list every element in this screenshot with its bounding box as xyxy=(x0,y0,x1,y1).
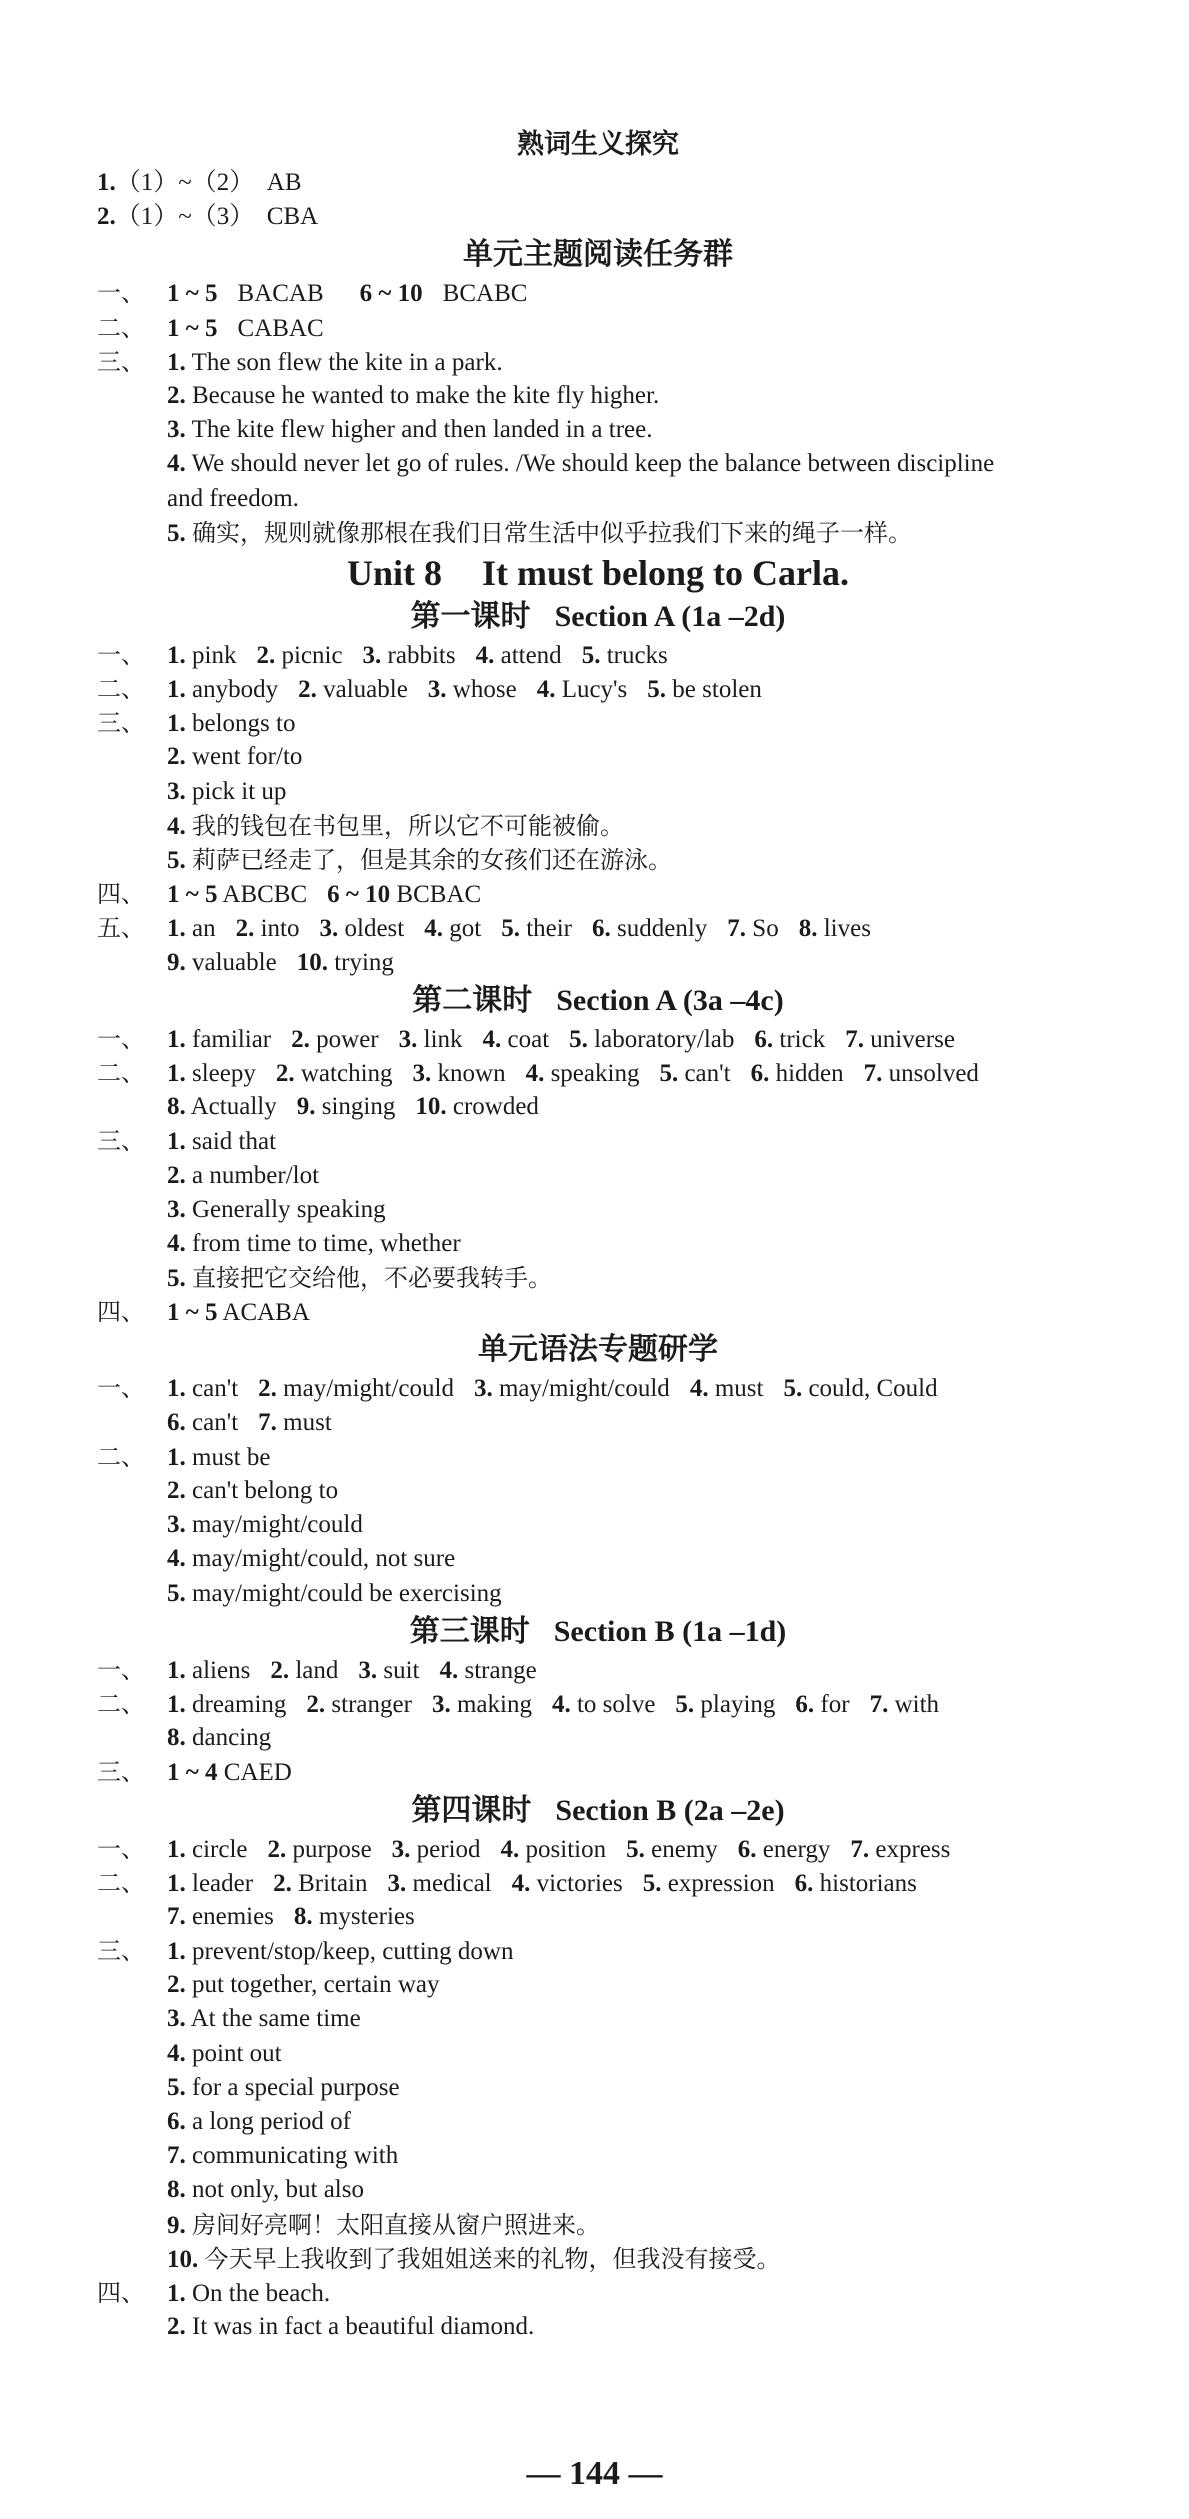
answer-line xyxy=(97,672,1099,706)
item-answer: purpose xyxy=(292,1835,372,1863)
answer-line xyxy=(97,911,1099,945)
item-number: 5. xyxy=(783,1375,803,1403)
answer-line xyxy=(97,1159,1099,1193)
item-number: 2. xyxy=(167,2313,186,2341)
item-answer: circle xyxy=(192,1835,248,1863)
item-answer: communicating with xyxy=(192,2142,399,2170)
item-number: 2. xyxy=(291,1025,310,1053)
item-answer: must xyxy=(283,1408,332,1436)
answer-line xyxy=(97,2037,1099,2071)
question-prefix: 一、 xyxy=(97,640,145,669)
answer-line xyxy=(97,706,1099,740)
item-number: 9. xyxy=(167,2211,186,2239)
item-answer: link xyxy=(423,1025,463,1053)
item-answer: into xyxy=(260,915,300,943)
item-answer: medical xyxy=(412,1869,492,1897)
item-answer: not only, but also xyxy=(192,2176,364,2204)
item-number: 3. xyxy=(387,1869,407,1897)
item-number: 2. xyxy=(256,641,276,669)
item-answer: aliens xyxy=(192,1656,251,1684)
page-number: — 144 — xyxy=(526,2455,663,2492)
item-number: 3. xyxy=(427,676,447,704)
item-number: 5. xyxy=(167,1579,186,1607)
item-answer: can't belong to xyxy=(192,1477,339,1504)
grammar-answers xyxy=(97,1371,1099,1610)
item-number: 5. xyxy=(647,676,667,704)
item-number: 5. xyxy=(642,1869,662,1897)
item-number: 6. xyxy=(592,915,611,943)
item-number: 1 ~ 4 xyxy=(167,1759,218,1787)
item-number: 5. xyxy=(569,1025,588,1053)
answer-line xyxy=(97,1542,1099,1576)
item-answer: universe xyxy=(870,1025,955,1053)
item-number: 6. xyxy=(754,1025,774,1053)
answer-line xyxy=(97,740,1099,774)
item-number: 3. xyxy=(391,1835,411,1863)
question-prefix: 一、 xyxy=(97,1834,145,1863)
item-number: 8. xyxy=(167,1724,186,1752)
item-answer: got xyxy=(449,915,482,943)
item-number: 7. xyxy=(869,1690,889,1718)
answer-line xyxy=(97,1653,1099,1687)
answer-line: 一、 1 ~ 5 BACAB 6 ~ 10 BCABC xyxy=(97,279,528,308)
answer-line xyxy=(97,1090,1099,1124)
item-answer: laboratory/lab xyxy=(594,1025,735,1053)
item-answer: for xyxy=(820,1690,850,1718)
item-number: 3. xyxy=(398,1025,418,1053)
item-number: 7. xyxy=(845,1025,864,1053)
item-number: 1. xyxy=(167,1835,186,1863)
item-number: 3. xyxy=(167,2005,186,2033)
item-answer: could, Could xyxy=(808,1375,938,1403)
item-number: 4. xyxy=(511,1869,531,1897)
item-number: 6. xyxy=(167,1408,186,1436)
lesson3-answers xyxy=(97,1653,1099,1790)
item-answer: power xyxy=(316,1025,379,1053)
item-number: 2. xyxy=(298,676,317,704)
lesson1-answers xyxy=(97,638,1099,980)
item-answer: may/might/could xyxy=(283,1375,454,1403)
question-prefix: 二、 xyxy=(97,1689,145,1718)
answer-line xyxy=(97,1406,1099,1440)
item-number: 1. xyxy=(167,915,186,943)
answer-line xyxy=(97,1508,1099,1542)
answer-line xyxy=(97,2139,1099,2173)
item-answer: sleepy xyxy=(192,1059,256,1087)
item-answer: anybody xyxy=(192,676,279,704)
answer-line xyxy=(97,1577,1099,1611)
item-answer: may/might/could be exercising xyxy=(192,1579,502,1607)
question-prefix: 二、 xyxy=(97,1442,145,1471)
item-answer: a long period of xyxy=(192,2108,351,2135)
item-number: 6 ~ 10 xyxy=(327,881,391,909)
item-answer: suit xyxy=(383,1656,420,1684)
item-number: 2. xyxy=(275,1059,295,1087)
answer-line xyxy=(97,1968,1099,2002)
answer-line xyxy=(97,2242,1099,2276)
item-number: 4. xyxy=(475,641,495,669)
answer-line xyxy=(97,638,1099,672)
item-answer: known xyxy=(437,1059,506,1087)
item-answer: with xyxy=(894,1690,940,1718)
heading-grammar: 单元语法专题研学 xyxy=(478,1332,718,1368)
item-answer: singing xyxy=(321,1093,396,1121)
item-answer: expression xyxy=(667,1869,775,1897)
item-answer: valuable xyxy=(192,948,277,976)
question-prefix: 三、 xyxy=(97,1127,145,1156)
item-number: 3. xyxy=(473,1375,493,1403)
item-answer: unsolved xyxy=(888,1059,979,1087)
item-number: 5. xyxy=(167,1265,186,1293)
item-number: 4. xyxy=(551,1690,571,1718)
lesson2-answers xyxy=(97,1022,1099,1330)
item-answer: said that xyxy=(192,1128,277,1156)
item-answer: to solve xyxy=(576,1690,656,1718)
item-answer: trucks xyxy=(606,641,668,669)
item-number: 3. xyxy=(167,777,186,805)
item-answer: familiar xyxy=(192,1025,272,1053)
item-answer: a number/lot xyxy=(192,1161,320,1189)
item-number: 8. xyxy=(293,1902,313,1930)
answer-line xyxy=(97,2276,1099,2310)
item-number: 4. xyxy=(500,1835,520,1863)
answer-line: 5. 确实，规则就像那根在我们日常生活中似乎拉我们下来的绳子一样。 xyxy=(167,518,912,547)
item-answer: be stolen xyxy=(672,676,762,704)
answer-line xyxy=(97,2002,1099,2036)
item-number: 4. xyxy=(167,1545,186,1573)
item-answer: must xyxy=(714,1375,764,1403)
item-answer: 房间好亮啊！太阳直接从窗户照进来。 xyxy=(192,2210,600,2239)
item-answer: from time to time, whether xyxy=(192,1229,461,1257)
answer-line xyxy=(97,1440,1099,1474)
answer-line: 3. The kite flew higher and then landed in a tree. xyxy=(167,416,653,444)
item-number: 7. xyxy=(850,1835,870,1863)
heading-familiar-words: 熟词生义探究 xyxy=(517,129,679,160)
item-number: 9. xyxy=(167,948,186,976)
item-number: 5. xyxy=(659,1059,679,1087)
answer-line xyxy=(97,2105,1099,2139)
answer-line xyxy=(97,1261,1099,1295)
item-number: 2. xyxy=(235,915,255,943)
item-answer: ACABA xyxy=(222,1299,310,1327)
item-number: 1. xyxy=(167,1443,186,1471)
item-answer: BCBAC xyxy=(396,881,482,909)
item-number: 4. xyxy=(167,812,186,840)
item-number: 7. xyxy=(167,2142,186,2170)
item-number: 2. xyxy=(267,1835,287,1863)
item-number: 1. xyxy=(167,710,186,738)
item-number: 4. xyxy=(525,1059,545,1087)
answer-line xyxy=(97,1124,1099,1158)
item-number: 3. xyxy=(431,1690,451,1718)
answer-line xyxy=(97,1832,1099,1866)
answer-line xyxy=(97,2173,1099,2207)
question-prefix: 三、 xyxy=(97,1758,145,1787)
item-answer: leader xyxy=(192,1869,254,1897)
item-number: 4. xyxy=(536,676,556,704)
item-number: 4. xyxy=(167,2039,186,2067)
item-number: 1. xyxy=(167,1128,186,1156)
item-number: 5. xyxy=(167,847,186,874)
item-number: 2. xyxy=(306,1690,326,1718)
item-answer: express xyxy=(875,1835,951,1863)
item-number: 2. xyxy=(270,1656,290,1684)
item-number: 4. xyxy=(167,1229,186,1257)
item-answer: 我的钱包在书包里，所以它不可能被偷。 xyxy=(192,811,624,840)
answer-line: 2. Because he wanted to make the kite fly higher. xyxy=(167,381,660,409)
item-answer: prevent/stop/keep, cutting down xyxy=(192,1938,514,1966)
item-number: 1. xyxy=(167,1059,186,1087)
item-number: 7. xyxy=(258,1408,277,1436)
question-prefix: 四、 xyxy=(97,880,145,909)
answer-line xyxy=(97,2208,1099,2242)
item-answer: 直接把它交给他，不必要我转手。 xyxy=(192,1264,552,1293)
question-prefix: 五、 xyxy=(97,914,145,943)
item-answer: So xyxy=(752,915,779,943)
question-prefix: 三、 xyxy=(97,1937,145,1966)
item-answer: pink xyxy=(192,641,237,669)
item-answer: coat xyxy=(507,1025,550,1053)
item-answer: can't xyxy=(684,1059,731,1087)
item-number: 3. xyxy=(362,641,382,669)
lesson-heading: 第四课时 Section B (2a –2e) xyxy=(411,1792,785,1828)
item-answer: energy xyxy=(762,1835,831,1863)
item-number: 4. xyxy=(439,1656,459,1684)
item-answer: ABCBC xyxy=(222,881,308,909)
answer-line xyxy=(97,2071,1099,2105)
answer-line xyxy=(97,1193,1099,1227)
item-answer: position xyxy=(525,1835,607,1863)
item-answer: their xyxy=(526,915,573,943)
item-answer: valuable xyxy=(323,676,408,704)
item-answer: went for/to xyxy=(192,743,303,771)
item-number: 2. xyxy=(273,1869,292,1897)
item-number: 1 ~ 5 xyxy=(167,881,218,909)
item-answer: Generally speaking xyxy=(192,1195,386,1223)
item-number: 2. xyxy=(167,743,186,771)
item-answer: belongs to xyxy=(192,710,296,738)
item-number: 10. xyxy=(415,1093,447,1121)
item-number: 6. xyxy=(167,2108,186,2135)
item-answer: historians xyxy=(819,1869,917,1897)
item-answer: playing xyxy=(700,1690,776,1718)
answer-line: 三、 1. The son flew the kite in a park. xyxy=(97,347,503,376)
question-prefix: 一、 xyxy=(97,1655,145,1684)
item-answer: may/might/could, not sure xyxy=(192,1545,456,1573)
answer-line: 2.（1）~（3） CBA xyxy=(97,203,319,231)
item-answer: dancing xyxy=(192,1724,272,1752)
item-answer: trying xyxy=(334,948,394,976)
item-answer: On the beach. xyxy=(192,2279,331,2307)
item-number: 2. xyxy=(167,1477,186,1504)
answer-line xyxy=(97,809,1099,843)
item-answer: crowded xyxy=(452,1093,539,1121)
item-number: 9. xyxy=(296,1093,316,1121)
answer-line xyxy=(97,1022,1099,1056)
item-answer: picnic xyxy=(281,641,343,669)
unit-title: Unit 8 It must belong to Carla. xyxy=(346,552,849,593)
answer-line xyxy=(97,1866,1099,1900)
item-number: 3. xyxy=(319,915,339,943)
item-answer: put together, certain way xyxy=(192,1971,440,1999)
answer-line xyxy=(97,1295,1099,1329)
item-number: 10. xyxy=(167,2245,199,2273)
item-answer: may/might/could xyxy=(498,1375,670,1403)
item-number: 2. xyxy=(258,1375,277,1403)
item-answer: hidden xyxy=(775,1059,844,1087)
answer-line: 4. We should never let go of rules. /We should keep the balance between discipline xyxy=(167,450,995,478)
item-answer: making xyxy=(456,1690,532,1718)
item-answer: lives xyxy=(823,915,871,943)
item-answer: strange xyxy=(464,1656,537,1684)
item-number: 2. xyxy=(167,1161,186,1189)
item-number: 4. xyxy=(424,915,443,943)
item-number: 4. xyxy=(689,1375,709,1403)
item-number: 5. xyxy=(501,915,520,943)
item-answer: can't xyxy=(192,1375,239,1403)
answer-line xyxy=(97,1687,1099,1721)
answer-line xyxy=(97,1934,1099,1968)
item-number: 7. xyxy=(167,1902,186,1930)
item-answer: point out xyxy=(192,2039,282,2067)
answer-line: and freedom. xyxy=(167,484,299,512)
item-answer: must be xyxy=(192,1443,271,1471)
question-prefix: 四、 xyxy=(97,2278,145,2307)
item-number: 1. xyxy=(167,1938,186,1966)
item-number: 7. xyxy=(727,915,747,943)
item-answer: stranger xyxy=(331,1690,412,1718)
answer-line xyxy=(97,2310,1099,2344)
lesson-heading: 第一课时 Section A (1a –2d) xyxy=(410,598,786,634)
answer-line xyxy=(97,1371,1099,1405)
answer-line xyxy=(97,1056,1099,1090)
item-answer: can't xyxy=(192,1408,239,1436)
question-prefix: 二、 xyxy=(97,1868,145,1897)
item-answer: speaking xyxy=(550,1059,640,1087)
item-number: 7. xyxy=(863,1059,883,1087)
answer-line xyxy=(97,843,1099,877)
item-answer: an xyxy=(192,915,216,943)
item-number: 5. xyxy=(626,1835,645,1863)
question-prefix: 一、 xyxy=(97,1024,145,1053)
item-number: 1. xyxy=(167,676,186,704)
answer-line xyxy=(97,1900,1099,1934)
item-number: 1. xyxy=(167,1375,186,1403)
item-answer: whose xyxy=(452,676,517,704)
lesson-heading: 第二课时 Section A (3a –4c) xyxy=(412,982,784,1018)
item-number: 2. xyxy=(167,1971,186,1999)
item-number: 1. xyxy=(167,1656,186,1684)
item-number: 6. xyxy=(795,1690,815,1718)
answer-line xyxy=(97,946,1099,980)
item-number: 3. xyxy=(167,1511,186,1539)
item-number: 1. xyxy=(167,1869,186,1897)
item-answer: suddenly xyxy=(617,915,708,943)
answer-line xyxy=(97,1227,1099,1261)
item-number: 6. xyxy=(750,1059,770,1087)
answer-line xyxy=(97,775,1099,809)
item-number: 8. xyxy=(798,915,818,943)
heading-reading-tasks: 单元主题阅读任务群 xyxy=(463,237,733,273)
item-number: 6. xyxy=(794,1869,814,1897)
item-answer: pick it up xyxy=(192,777,287,805)
item-number: 4. xyxy=(482,1025,502,1053)
item-answer: oldest xyxy=(344,915,405,943)
answer-line: 二、 1 ~ 5 CABAC xyxy=(97,313,324,342)
item-number: 8. xyxy=(167,2176,186,2204)
item-number: 1. xyxy=(167,2279,186,2307)
item-number: 3. xyxy=(167,1195,186,1223)
answer-line xyxy=(97,1755,1099,1789)
item-number: 1 ~ 5 xyxy=(167,1299,218,1327)
answer-line xyxy=(97,1474,1099,1508)
item-answer: period xyxy=(416,1835,481,1863)
item-number: 5. xyxy=(675,1690,695,1718)
question-prefix: 三、 xyxy=(97,709,145,738)
item-answer: It was in fact a beautiful diamond. xyxy=(192,2313,535,2341)
item-answer: 莉萨已经走了，但是其余的女孩们还在游泳。 xyxy=(192,846,672,874)
item-answer: CAED xyxy=(223,1759,292,1787)
answer-line xyxy=(97,1721,1099,1755)
item-answer: dreaming xyxy=(192,1690,287,1718)
item-number: 6. xyxy=(737,1835,757,1863)
item-answer: At the same time xyxy=(190,2005,361,2033)
answer-line xyxy=(97,877,1099,911)
item-number: 10. xyxy=(296,948,328,976)
item-number: 1. xyxy=(167,1690,186,1718)
item-answer: may/might/could xyxy=(192,1511,363,1539)
item-number: 3. xyxy=(358,1656,378,1684)
item-answer: watching xyxy=(300,1059,393,1087)
item-answer: Lucy's xyxy=(561,676,628,704)
lesson-heading: 第三课时 Section B (1a –1d) xyxy=(409,1613,787,1649)
item-answer: victories xyxy=(536,1869,623,1897)
item-number: 5. xyxy=(167,2073,186,2101)
item-answer: rabbits xyxy=(387,641,456,669)
answer-line: 1.（1）~（2） AB xyxy=(97,169,302,196)
item-answer: land xyxy=(295,1656,339,1684)
item-answer: Actually xyxy=(190,1093,277,1121)
question-prefix: 二、 xyxy=(97,1058,145,1087)
item-answer: for a special purpose xyxy=(192,2073,400,2101)
item-answer: enemy xyxy=(651,1835,718,1863)
item-number: 1. xyxy=(167,1025,186,1053)
question-prefix: 四、 xyxy=(97,1298,145,1327)
item-answer: enemies xyxy=(192,1902,274,1930)
item-number: 3. xyxy=(412,1059,432,1087)
item-answer: 今天早上我收到了我姐姐送来的礼物，但我没有接受。 xyxy=(204,2244,781,2273)
item-number: 8. xyxy=(167,1093,186,1121)
item-answer: attend xyxy=(500,641,562,669)
lesson4-answers xyxy=(97,1832,1099,2345)
item-answer: trick xyxy=(779,1025,826,1053)
question-prefix: 二、 xyxy=(97,675,145,704)
item-answer: mysteries xyxy=(318,1902,415,1930)
item-answer: Britain xyxy=(298,1869,368,1897)
item-number: 5. xyxy=(581,641,601,669)
item-number: 1. xyxy=(167,641,186,669)
question-prefix: 一、 xyxy=(97,1374,145,1403)
